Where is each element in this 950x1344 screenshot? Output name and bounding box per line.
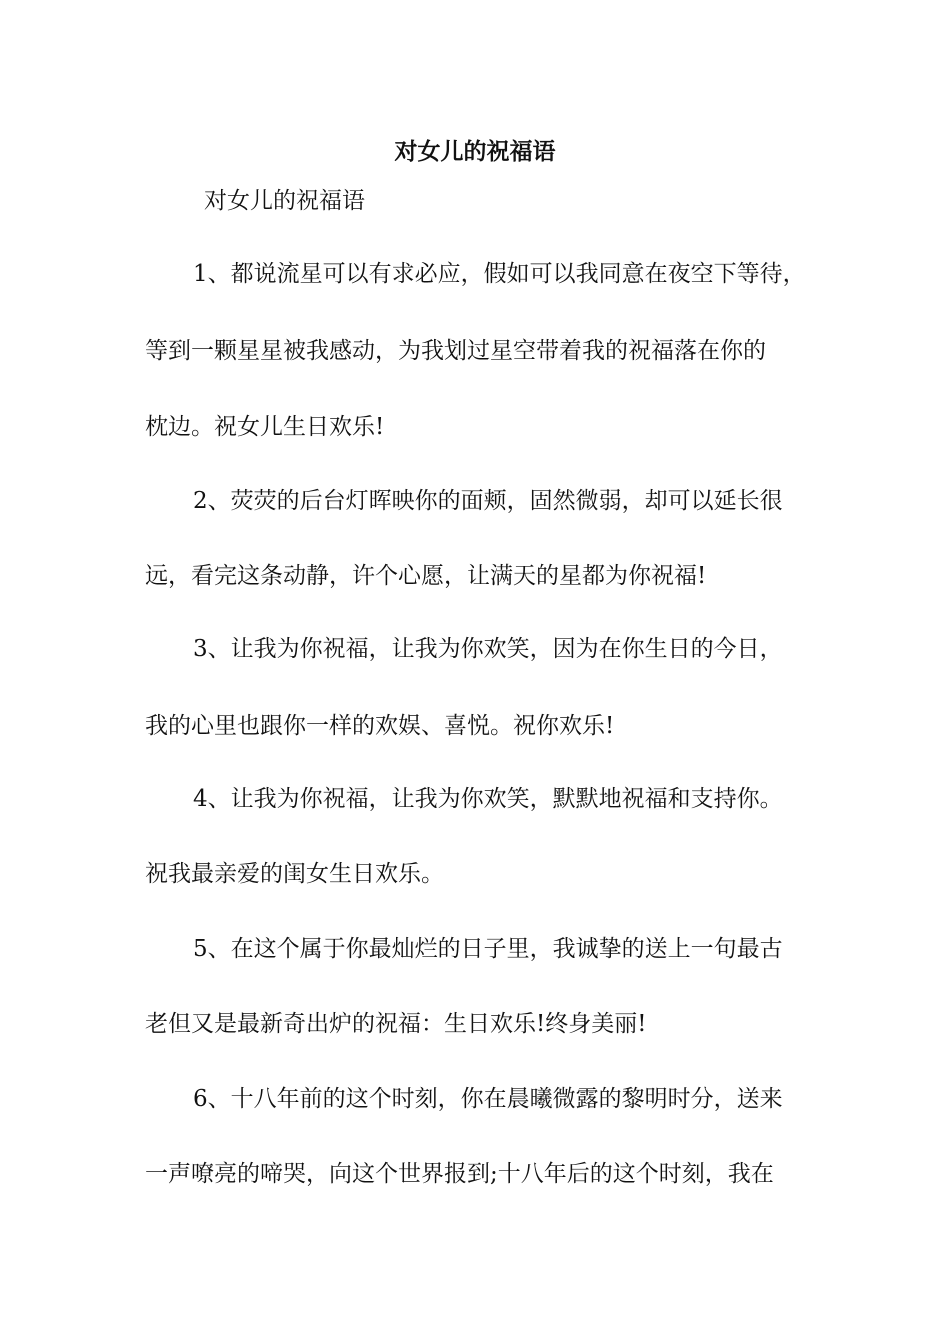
paragraph-6-line-1: 6、十八年前的这个时刻，你在晨曦微露的黎明时分，送来 — [193, 1086, 783, 1112]
paragraph-1-line-1: 1、都说流星可以有求必应，假如可以我同意在夜空下等待， — [193, 261, 806, 287]
document-title: 对女儿的祝福语 — [394, 138, 556, 165]
paragraph-5-line-1: 5、在这个属于你最灿烂的日子里，我诚挚的送上一句最古 — [193, 936, 783, 962]
paragraph-1-line-3: 枕边。祝女儿生日欢乐! — [145, 414, 385, 440]
document-subtitle: 对女儿的祝福语 — [204, 188, 365, 214]
paragraph-3-line-1: 3、让我为你祝福，让我为你欢笑，因为在你生日的今日， — [193, 636, 783, 662]
paragraph-5-line-2: 老但又是最新奇出炉的祝福：生日欢乐!终身美丽! — [145, 1011, 647, 1037]
paragraph-6-line-2: 一声嘹亮的啼哭，向这个世界报到;十八年后的这个时刻，我在 — [145, 1161, 774, 1187]
paragraph-2-line-1: 2、荧荧的后台灯晖映你的面颊，固然微弱，却可以延长很 — [193, 488, 783, 514]
paragraph-4-line-1: 4、让我为你祝福，让我为你欢笑，默默地祝福和支持你。 — [193, 786, 783, 812]
paragraph-3-line-2: 我的心里也跟你一样的欢娱、喜悦。祝你欢乐! — [145, 713, 615, 739]
paragraph-4-line-2: 祝我最亲爱的闺女生日欢乐。 — [145, 861, 444, 887]
paragraph-2-line-2: 远，看完这条动静，许个心愿，让满天的星都为你祝福! — [145, 563, 707, 589]
paragraph-1-line-2: 等到一颗星星被我感动，为我划过星空带着我的祝福落在你的 — [145, 338, 766, 364]
